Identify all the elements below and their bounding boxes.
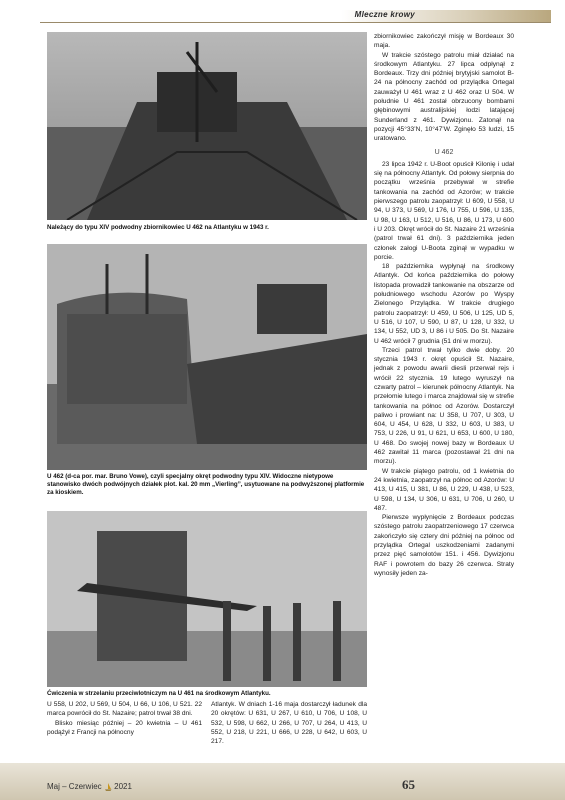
paragraph: W trakcie szóstego patrolu miał działać na środkowym Atlantyku. 27 lipca odpłynął z Bordeaux. Trzy dni później brytyjski samolot B-24 na północny zachód od przylądka Ortegal zauważył U 461 wraz z U 462 oraz U 504. W południe U 461 został obrzucony bombami głębinowymi australijskiej łodzi latającej Sunderland z 461. Dywizjonu. Zatonął na pozycji 45°33’N, 10°47’W. Zginęło 53 ludzi, 15 uratowano. xyxy=(374,51,514,143)
article-column-bottom-left xyxy=(47,700,202,737)
paragraph: Trzeci patrol trwał tylko dwie doby. 20 stycznia 1943 r. okręt opuścił St. Nazaire, jednak z powodu awarii diesli przerwał rejs i wrócił 22 stycznia. 19 lutego wyruszył na czwarty patrol – kierunek północny Atlantyk. Na przełomie lutego i marca znajdował się w strefie tankowania na północ od Azorów. Dostarczył paliwo i prowiant na: U 358, U 707, U 303, U 604, U 454, U 628, U 332, U 603, U 383, U 753, U 226, U 91, U 621, U 653, U 600, U 180, U 468. Do swojej nowej bazy w Bordeaux U 462 zawitał 11 marca (pozostawał 21 dni na morzu). xyxy=(374,346,514,466)
photo-u462-atlantic xyxy=(47,32,367,220)
page-header xyxy=(0,0,565,30)
paragraph: U 558, U 202, U 569, U 504, U 66, U 106, U 521. 22 marca powrócił do St. Nazaire; patrol trwał 38 dni. xyxy=(47,701,202,718)
issue-label xyxy=(47,782,132,791)
photo-caption-1: Należący do typu XIV podwodny zbiornikowiec U 462 na Atlantyku w 1943 r. xyxy=(47,224,269,231)
issue-months: Maj – Czerwiec xyxy=(47,782,102,791)
photo-u462-conning-tower xyxy=(47,244,367,470)
paragraph: Blisko miesiąc później – 20 kwietnia – U 461 podążył z Francji na północny xyxy=(47,719,202,736)
running-title: Mleczne krowy xyxy=(354,10,415,19)
paragraph: W trakcie piątego patrolu, od 1 kwietnia do 24 kwietnia, zaopatrzył na północ od Azorów: U 413, U 415, U 381, U 86, U 229, U 438, U 523, U 598, U 134, U 306, U 631, U 706, U 260, U 487. xyxy=(374,467,514,512)
page-number: 65 xyxy=(402,777,415,792)
header-rule xyxy=(40,22,551,23)
photo-caption-2: U 462 (d-ca por. mar. Bruno Vowe), czyli specjalny okręt podwodny typu XIV. Widoczne nietypowe stanowisko dwóch podwójnych działek plot. kal. 20 mm „Vierling”, usytuowane na podwyższonej platformie za kioskiem. xyxy=(47,473,365,496)
article-column-bottom-middle xyxy=(211,700,367,746)
paragraph: Atlantyk. W dniach 1-16 maja dostarczył ładunek dla 20 okrętów: U 631, U 267, U 610, U 706, U 108, U 532, U 598, U 662, U 266, U 707, U 264, U 413, U 552, U 218, U 221, U 666, U 228, U 642, U 603, U 217. xyxy=(211,701,367,746)
photo-u461-aa-exercise xyxy=(47,511,367,687)
article-column-right xyxy=(374,32,514,578)
page-footer xyxy=(0,763,565,800)
paragraph: 23 lipca 1942 r. U-Boot opuścił Kilonię i udał się na północny Atlantyk. Od połowy sierpnia do początku września przebywał w strefie tankowania na zachód od Azorów; w trakcie pierwszego patrolu zaopatrzył: U 609, U 558, U 94, U 373, U 569, U 176, U 755, U 596, U 135, U 98, U 163, U 512, U 516, U 86, U 173, U 600 i U 203. Okręt wrócił do St. Nazaire 21 września (patrol trwał 61 dni). 3 października jeden członek załogi U-Boota zginął w wypadku w porcie. xyxy=(374,160,514,261)
photo-caption-3: Ćwiczenia w strzelaniu przeciwlotniczym na U 461 na środkowym Atlantyku. xyxy=(47,690,271,697)
section-heading: U 462 xyxy=(434,148,454,156)
paragraph: zbiornikowiec zakończył misję w Bordeaux 30 maja. xyxy=(374,33,514,50)
paragraph: Pierwsze wypłynięcie z Bordeaux podczas szóstego patrolu zaopatrzeniowego 17 czerwca zakończyło się cztery dni później na północ od przylądka Ortegal uszkodzeniami zadanymi przez pięć samolotów 151. i 456. Dywizjonu RAF i powrotem do bazy 26 czerwca. Straty wynosiły jeden za- xyxy=(374,514,514,577)
sailboat-icon xyxy=(104,783,112,791)
paragraph: 18 października wypłynął na środkowy Atlantyk. Od końca października do połowy listopada prowadził tankowanie na obszarze od południowego wschodu Azorów po Wyspy Zielonego Przylądka. W trakcie drugiego patrolu zaopatrzył: U 459, U 506, U 125, UD 5, U 516, U 107, U 590, U 87, U 128, U 332, U 134, U 552, UD 3, U 86 i U 505. Do St. Nazaire U 462 wrócił 7 grudnia (51 dni w morzu). xyxy=(374,263,514,345)
issue-year: 2021 xyxy=(114,782,132,791)
